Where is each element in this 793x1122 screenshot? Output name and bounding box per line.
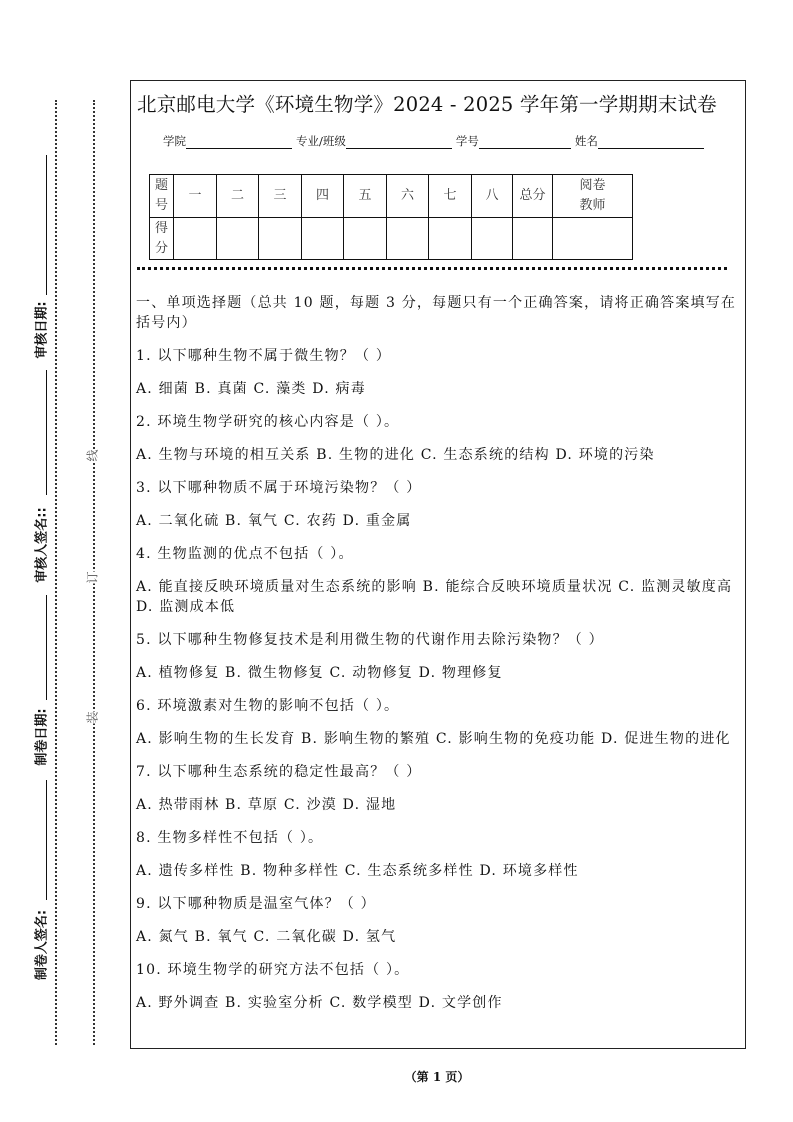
review-date-line [46,155,47,295]
question: 1. 以下哪种生物不属于微生物？（ ） [136,348,392,364]
score-cell[interactable] [472,218,513,260]
options: A. 植物修复 B. 微生物修复 C. 动物修复 D. 物理修复 [136,665,503,681]
name-field[interactable] [598,135,704,149]
row-label-score: 得分 [150,218,174,260]
question: 6. 环境激素对生物的影响不包括（ ）。 [136,698,400,714]
question: 8. 生物多样性不包括（ ）。 [136,830,324,846]
options: A. 遗传多样性 B. 物种多样性 C. 生态系统多样性 D. 环境多样性 [136,863,579,879]
col-header: 七 [429,175,472,218]
score-cell[interactable] [387,218,429,260]
options: A. 氮气 B. 氧气 C. 二氧化碳 D. 氢气 [136,929,397,945]
options: A. 影响生物的生长发育 B. 影响生物的繁殖 C. 影响生物的免疫功能 D. 促进生物的进化 [136,731,731,747]
row-label-question: 题号 [150,175,174,218]
score-cell[interactable] [513,218,553,260]
options: A. 生物与环境的相互关系 B. 生物的进化 C. 生态系统的结构 D. 环境的污染 [136,447,655,463]
options: A. 二氧化硫 B. 氧气 C. 农药 D. 重金属 [136,513,412,529]
options: A. 细菌 B. 真菌 C. 藻类 D. 病毒 [136,381,366,397]
col-header: 总分 [513,175,553,218]
college-field[interactable] [186,135,292,149]
col-header: 四 [302,175,344,218]
col-header: 八 [472,175,513,218]
score-cell[interactable] [429,218,472,260]
bind-mark-line: 线 [82,449,103,461]
score-cell[interactable] [259,218,302,260]
options: A. 热带雨林 B. 草原 C. 沙漠 D. 湿地 [136,797,397,813]
score-cell[interactable] [174,218,217,260]
question: 5. 以下哪种生物修复技术是利用微生物的代谢作用去除污染物？（ ） [136,632,604,648]
major-label: 专业/班级 [296,134,346,148]
question: 9. 以下哪种物质是温室气体？（ ） [136,896,376,912]
col-header: 二 [217,175,259,218]
exam-title: 北京邮电大学《环境生物学》2024 - 2025 学年第一学期期末试卷 [137,93,717,116]
review-date-label: 审核日期: [34,301,50,359]
name-label: 姓名 [574,134,598,148]
bind-mark-bind: 装 [82,711,103,723]
maker-sign-line [46,780,47,900]
page-number: （第 1 页） [404,1070,470,1084]
col-header: 六 [387,175,429,218]
score-cell[interactable] [217,218,259,260]
col-header: 三 [259,175,302,218]
maker-sign-label: 制卷人签名: [34,909,50,981]
exam-page [130,80,746,1049]
score-cell[interactable] [302,218,344,260]
student-id-label: 学号 [455,134,479,148]
bind-mark-staple: 订 [82,571,103,583]
question: 7. 以下哪种生态系统的稳定性最高？（ ） [136,764,422,780]
student-id-field[interactable] [479,135,571,149]
question: 2. 环境生物学研究的核心内容是（ ）。 [136,414,400,430]
score-cell[interactable] [344,218,387,260]
separator [137,267,727,270]
student-info-row [163,133,708,149]
make-date-label: 制卷日期: [34,708,50,766]
make-date-line [46,595,47,700]
college-label: 学院 [163,134,186,148]
score-table [149,174,633,260]
section-choice [136,293,742,1026]
col-header: 阅卷教师 [553,175,633,218]
col-header: 一 [174,175,217,218]
options: A. 野外调查 B. 实验室分析 C. 数学模型 D. 文学创作 [136,995,503,1011]
question: 10. 环境生物学的研究方法不包括（ ）。 [136,962,410,978]
reviewer-sign-line [46,370,47,495]
binding-line-outer [55,100,57,1045]
section-heading: 一、单项选择题（总共 10 题，每题 3 分，每题只有一个正确答案，请将正确答案填写在括号内） [136,295,737,331]
reviewer-sign-label: 审核人签名:: [34,507,50,583]
major-field[interactable] [346,135,452,149]
score-cell[interactable] [553,218,633,260]
question: 3. 以下哪种物质不属于环境污染物？（ ） [136,480,422,496]
options: A. 能直接反映环境质量对生态系统的影响 B. 能综合反映环境质量状况 C. 监测灵敏度高 D. 监测成本低 [136,579,733,615]
col-header: 五 [344,175,387,218]
question: 4. 生物监测的优点不包括（ ）。 [136,546,354,562]
